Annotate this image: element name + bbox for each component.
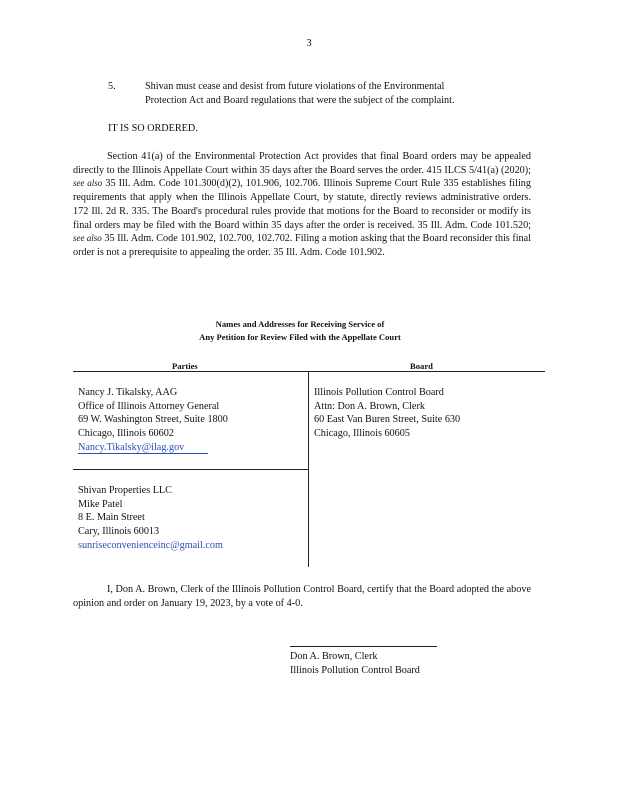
board-attn: Attn: Don A. Brown, Clerk (314, 400, 425, 412)
board-address (314, 386, 460, 441)
order-item-line-1: Shivan must cease and desist from future violations of the Environmental (145, 81, 445, 92)
party1-city: Chicago, Illinois 60602 (78, 428, 174, 440)
party-shivan-properties (78, 484, 223, 553)
so-ordered-statement: IT IS SO ORDERED. (108, 123, 198, 134)
appeal-text-part-1: Section 41(a) of the Environmental Protection Act provides that final Board orders may be appealed directly to the Illinois Appellate Court within 35 days after the Board serves the order. 415 ILCS 5/41(a) (2020); (73, 151, 531, 176)
certification-text: I, Don A. Brown, Clerk of the Illinois Pollution Control Board, certify that the Board adopted the above opinion and order on January 19, 2023, by a vote of 4-0. (73, 584, 531, 609)
see-also-2: see also (73, 233, 102, 244)
board-city: Chicago, Illinois 60605 (314, 428, 410, 440)
service-table-heading (150, 318, 450, 343)
appeal-text-part-3: 35 Ill. Adm. Code 101.902, 102.700, 102.702. Filing a motion asking that the Board reconsider this final order is not a prerequisite to appealing the order. 35 Ill. Adm. Code 101.902. (73, 233, 531, 258)
signature-block (290, 650, 420, 677)
party1-office: Office of Illinois Attorney General (78, 400, 220, 412)
parties-row-divider (73, 469, 308, 470)
party2-city: Cary, Illinois 60013 (78, 526, 160, 538)
party2-street: 8 E. Main Street (78, 512, 145, 524)
party2-contact: Mike Patel (78, 498, 123, 510)
party1-email-link[interactable]: Nancy.Tikalsky@ilag.gov (78, 442, 208, 454)
signature-org: Illinois Pollution Control Board (290, 664, 420, 676)
clerk-certification (73, 583, 531, 610)
appeal-text-part-2: 35 Ill. Adm. Code 101.300(d)(2), 101.906, 102.706. Illinois Supreme Court Rule 335 establishes filing requirements that apply when the Illinois Appellate Court, by statute, directly reviews administrative orders. 172 Ill. 2d R. 335. The Board's procedural rules provide that motions for the Board to reconsider or modify its final orders may be filed with the Board within 35 days after the order is received. 35 Ill. Adm. Code 101.520; (73, 178, 531, 231)
party2-email-link[interactable]: sunriseconvenienceinc@gmail.com (78, 539, 223, 551)
order-item-text (145, 80, 505, 107)
party1-name: Nancy J. Tikalsky, AAG (78, 387, 178, 398)
page-number: 3 (306, 38, 312, 49)
party2-name: Shivan Properties LLC (78, 485, 172, 496)
appeal-paragraph (73, 150, 531, 260)
signature-line (290, 646, 437, 647)
column-header-parties: Parties (172, 361, 198, 371)
board-name: Illinois Pollution Control Board (314, 387, 444, 398)
table-top-rule (73, 371, 545, 372)
order-item-number: 5. (108, 81, 116, 92)
see-also-1: see also (73, 178, 103, 189)
party-attorney-general (78, 386, 228, 455)
service-heading-line-1: Names and Addresses for Receiving Service of (215, 319, 385, 329)
service-heading-line-2: Any Petition for Review Filed with the Appellate Court (199, 331, 401, 342)
board-street: 60 East Van Buren Street, Suite 630 (314, 414, 461, 426)
column-header-board: Board (410, 361, 433, 371)
table-center-divider (308, 371, 309, 567)
party1-street: 69 W. Washington Street, Suite 1800 (78, 414, 228, 426)
order-item-line-2: Protection Act and Board regulations that were the subject of the complaint. (145, 94, 455, 106)
signature-name: Don A. Brown, Clerk (290, 651, 378, 662)
